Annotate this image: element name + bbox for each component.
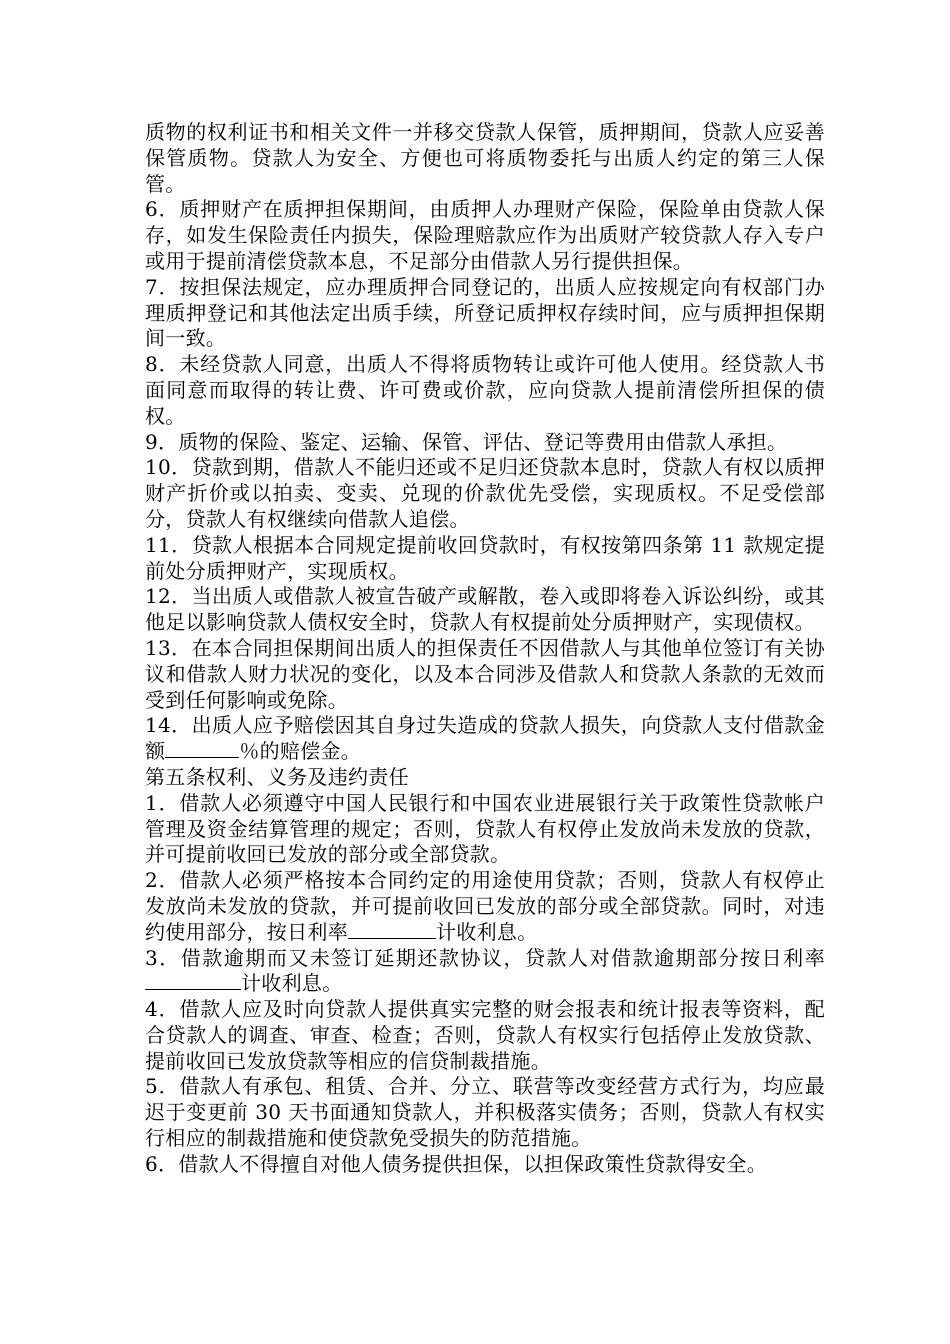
clause-9: 9．质物的保险、鉴定、运输、保管、评估、登记等费用由借款人承担。 [145, 429, 788, 454]
clause-8: 8．未经贷款人同意，出质人不得将质物转让或许可他人使用。经贷款人书面同意而取得的转让费、许可费或价款，应向贷款人提前清偿所担保的债权。 [145, 352, 825, 428]
section5-clause-3-text: 3．借款逾期而又未签订延期还款协议，贷款人对借款逾期部分按日利率 [145, 945, 825, 970]
section5-clause-6: 6．借款人不得擅自对他人债务提供担保，以担保政策性贷款得安全。 [145, 1151, 768, 1176]
clause-14-text: 14．出质人应予赔偿因其自身过失造成的贷款人损失，向贷款人支付借款金额 [145, 713, 825, 764]
section5-clause-1: 1．借款人必须遵守中国人民银行和中国农业进展银行关于政策性贷款帐户管理及资金结算管理的规定；否则，贷款人有权停止发放尚未发放的贷款，并可提前收回已发放的部分或全部贷款。 [145, 790, 825, 867]
fill-blank-compensation-rate[interactable] [165, 739, 239, 758]
section5-clause-3 [145, 946, 825, 998]
section5-clause-4: 4．借款人应及时向贷款人提供真实完整的财会报表和统计报表等资料，配合贷款人的调查、审查、检查；否则，贷款人有权实行包括停止发放贷款、提前收回已发放贷款等相应的信贷制裁措施。 [145, 997, 825, 1073]
section5-clause-2-text: 2．借款人必须严格按本合同约定的用途使用贷款；否则，贷款人有权停止发放尚未发放的贷款，并可提前收回已发放的部分或全部贷款。同时，对违约使用部分，按日利率 [145, 868, 825, 944]
clause-12: 12．当出质人或借款人被宣告破产或解散，卷入或即将卷入诉讼纠纷，或其他足以影响贷款人债权安全时，贷款人有权提前处分质押财产，实现债权。 [145, 584, 825, 635]
clause-10: 10．贷款到期，借款人不能归还或不足归还贷款本息时，贷款人有权以质押财产折价或以拍卖、变卖、兑现的价款优先受偿，实现质权。不足受偿部分，贷款人有权继续向借款人追偿。 [145, 455, 825, 531]
clause-13: 13．在本合同担保期间出质人的担保责任不因借款人与其他单位签订有关协议和借款人财力状况的变化，以及本合同涉及借款人和贷款人条款的无效而受到任何影响或免除。 [145, 635, 825, 712]
section5-clause-3-suffix: 计收利息。 [241, 971, 343, 996]
clause-14 [145, 713, 825, 765]
clause-7: 7．按担保法规定，应办理质押合同登记的，出质人应按规定向有权部门办理质押登记和其他法定出质手续，所登记质押权存续时间，应与质押担保期间一致。 [145, 274, 825, 351]
clause-11: 11．贷款人根据本合同规定提前收回贷款时，有权按第四条第 11 款规定提前处分质押财产，实现质权。 [145, 532, 825, 583]
section5-clause-2 [145, 868, 825, 945]
section5-clause-2-suffix: 计收利息。 [436, 919, 538, 944]
document-body [145, 120, 825, 1178]
fill-blank-daily-rate-overdue[interactable] [145, 971, 241, 990]
section-title: 第五条权利、义务及违约责任 [145, 764, 409, 789]
section5-clause-5: 5．借款人有承包、租赁、合并、分立、联营等改变经营方式行为，均应最迟于变更前 30 天书面通知贷款人，并积极落实债务；否则，贷款人有权实行相应的制裁措施和使贷款免受损失的防范措施。 [145, 1074, 825, 1151]
fill-blank-daily-rate-misuse[interactable] [348, 920, 436, 939]
clause-14-suffix: ％的赔偿金。 [239, 739, 362, 764]
clause-6: 6．质押财产在质押担保期间，由质押人办理财产保险，保险单由贷款人保存，如发生保险责任内损失，保险理赔款应作为出质财产较贷款人存入专户或用于提前清偿贷款本息，不足部分由借款人另行提供担保。 [145, 197, 825, 273]
paragraph-continuation: 质物的权利证书和相关文件一并移交贷款人保管，质押期间，贷款人应妥善保管质物。贷款人为安全、方便也可将质物委托与出质人约定的第三人保管。 [145, 120, 825, 196]
